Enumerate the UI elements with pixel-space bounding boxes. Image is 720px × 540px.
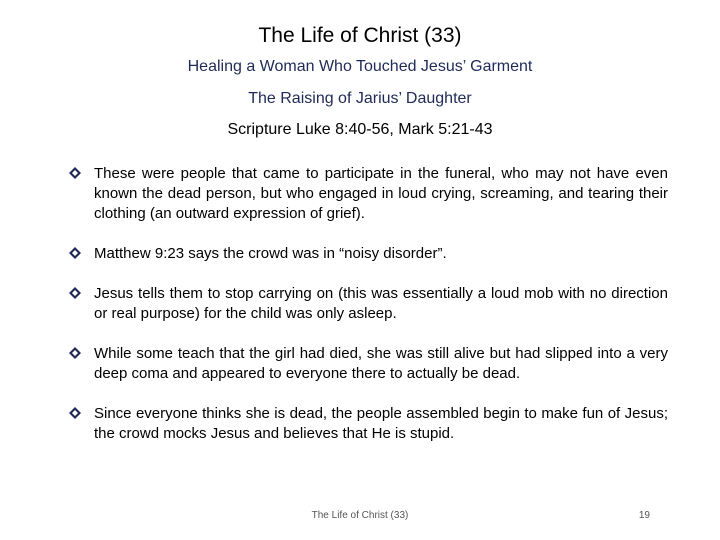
diamond-bullet-icon [69,347,81,359]
bullet-text: These were people that came to participate in the funeral, who may not have even known the dead person, but who engaged in loud crying, screaming, and tearing their clothing (an outward expression of grief). [94,165,668,222]
bullet-item [68,164,668,224]
bullet-item [68,344,668,384]
bullet-text: While some teach that the girl had died, she was still alive but had slipped into a very deep coma and appeared to everyone there to actually be dead. [94,345,668,382]
footer-title: The Life of Christ (33) [311,510,409,521]
slide-title: The Life of Christ (33) [258,24,462,47]
bullet-text: Jesus tells them to stop carrying on (this was essentially a loud mob with no direction or real purpose) for the child was only asleep. [94,285,668,322]
diamond-bullet-icon [69,167,81,179]
diamond-bullet-icon [69,407,81,419]
bullet-text: Since everyone thinks she is dead, the people assembled begin to make fun of Jesus; the crowd mocks Jesus and believes that He is stupid. [94,405,668,442]
diamond-bullet-icon [69,287,81,299]
scripture-reference: Scripture Luke 8:40-56, Mark 5:21-43 [227,121,493,138]
bullet-item [68,244,668,264]
bullet-item [68,404,668,444]
page-number: 19 [638,510,650,521]
bullet-item [68,284,668,324]
subtitle-daughter: The Raising of Jarius’ Daughter [248,90,472,107]
subtitle-garment: Healing a Woman Who Touched Jesus’ Garment [187,58,533,75]
diamond-bullet-icon [69,247,81,259]
bullet-list [68,164,668,464]
bullet-text: Matthew 9:23 says the crowd was in “noisy disorder”. [94,245,447,262]
